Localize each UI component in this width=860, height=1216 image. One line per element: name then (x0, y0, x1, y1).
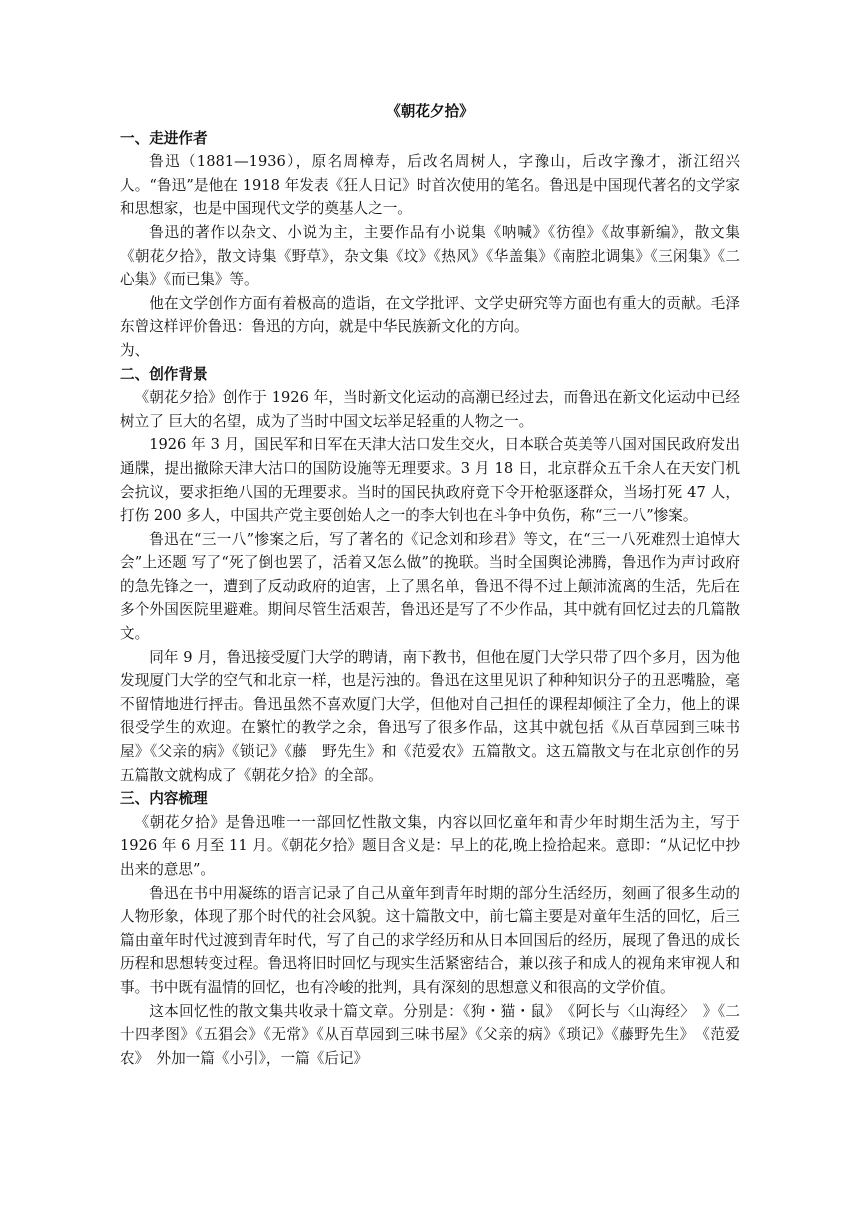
paragraph: 这本回忆性的散文集共收录十篇文章。分别是：《狗・猫・鼠》 《阿长与〈山海经〉 》《二十四孝图》《五猖会》《无常》《从百草园到三味书屋》《父亲的病》《琐记》《藤野先生》 《范爱农》 外加一篇《小引》，一篇《后记》 (120, 1002, 740, 1067)
paragraph: 他在文学创作方面有着极高的造诣，在文学批评、文学史研究等方面也有重大的贡献。毛泽东曾这样评价鲁迅：鲁迅的方向，就是中华民族新文化的方向。 (120, 294, 740, 336)
document-title: 《朝花夕拾》 (386, 103, 474, 120)
stray-text: 为、 (120, 341, 150, 359)
paragraph: 同年 9 月，鲁迅接受厦门大学的聘请，南下教书，但他在厦门大学只带了四个多月，因为他发现厦门大学的空气和北京一样，也是污浊的。鲁迅在这里见识了种种知识分子的丑恶嘴脸，毫不留情地进行抨击。鲁迅虽然不喜欢厦门大学，但他对自己担任的课程却倾注了全力，他上的课很受学生的欢迎。在繁忙的教学之余，鲁迅写了很多作品，这其中就包括《从百草园到三味书屋》《父亲的病》《锁记》《藤 野先生》和《范爱农》五篇散文。这五篇散文与在北京创作的另五篇散文就构成了《朝花夕拾》的全部。 (120, 648, 740, 784)
paragraph: 《朝花夕拾》创作于 1926 年，当时新文化运动的高潮已经过去，而鲁迅在新文化运动中已经树立了 巨大的名望，成为了当时中国文坛举足轻重的人物之一。 (120, 389, 740, 430)
section-heading-author: 一、走进作者 (120, 129, 208, 147)
paragraph: 鲁迅（1881—1936），原名周樟寿，后改名周树人，字豫山，后改字豫才，浙江绍兴人。“鲁迅”是他在 1918 年发表《狂人日记》时首次使用的笔名。鲁迅是中国现代著名的文学家和思想家，也是中国现代文学的奠基人之一。 (120, 153, 740, 218)
paragraph: 鲁迅在“三一八”惨案之后，写了著名的《记念刘和珍君》等文，在“三一八死难烈士追悼大会”上还题 写了“死了倒也罢了，活着又怎么做”的挽联。当时全国舆论沸腾，鲁迅作为声讨政府的急先锋之一，遭到了反动政府的迫害，上了黑名单，鲁迅不得不过上颠沛流离的生活，先后在多个外国医院里避难。期间尽管生活艰苦，鲁迅还是写了不少作品，其中就有回忆过去的几篇散文。 (120, 530, 740, 643)
paragraph: 鲁迅的著作以杂文、小说为主，主要作品有小说集《呐喊》《彷徨》《故事新编》，散文集《朝花夕拾》，散文诗集《野草》，杂文集《坟》《热风》《华盖集》《南腔北调集》《三闲集》《二心集》《而已集》等。 (120, 223, 740, 289)
section-heading-content: 三、内容梳理 (120, 790, 208, 808)
paragraph: 《朝花夕拾》是鲁迅唯一一部回忆性散文集，内容以回忆童年和青少年时期生活为主，写于 1926 年 6 月至 11 月。《朝花夕拾》题目含义是：早上的花,晚上捡拾起来。意即：“从记忆中抄出来的意思”。 (120, 813, 740, 878)
paragraph: 1926 年 3 月，国民军和日军在天津大沽口发生交火，日本联合英美等八国对国民政府发出通牒，提出撤除天津大沽口的国防设施等无理要求。3 月 18 日，北京群众五千余人在天安门机会抗议，要求拒绝八国的无理要求。当时的国民执政府竟下令开枪驱逐群众，当场打死 47 人，打伤 200 多人，中国共产党主要创始人之一的李大钊也在斗争中负伤，称“三一八”惨案。 (120, 436, 740, 525)
section-heading-background: 二、创作背景 (120, 365, 208, 383)
paragraph: 鲁迅在书中用凝练的语言记录了自己从童年到青年时期的部分生活经历，刻画了很多生动的人物形象，体现了那个时代的社会风貌。这十篇散文中，前七篇主要是对童年生活的回忆，后三篇由童年时代过渡到青年时代，写了自己的求学经历和从日本回国后的经历，展现了鲁迅的成长历程和思想转变过程。鲁迅将旧时回忆与现实生活紧密结合，兼以孩子和成人的视角来审视人和事。书中既有温情的回忆，也有冷峻的批判，具有深刻的思想意义和很高的文学价值。 (120, 884, 740, 996)
document-page (120, 100, 740, 1070)
